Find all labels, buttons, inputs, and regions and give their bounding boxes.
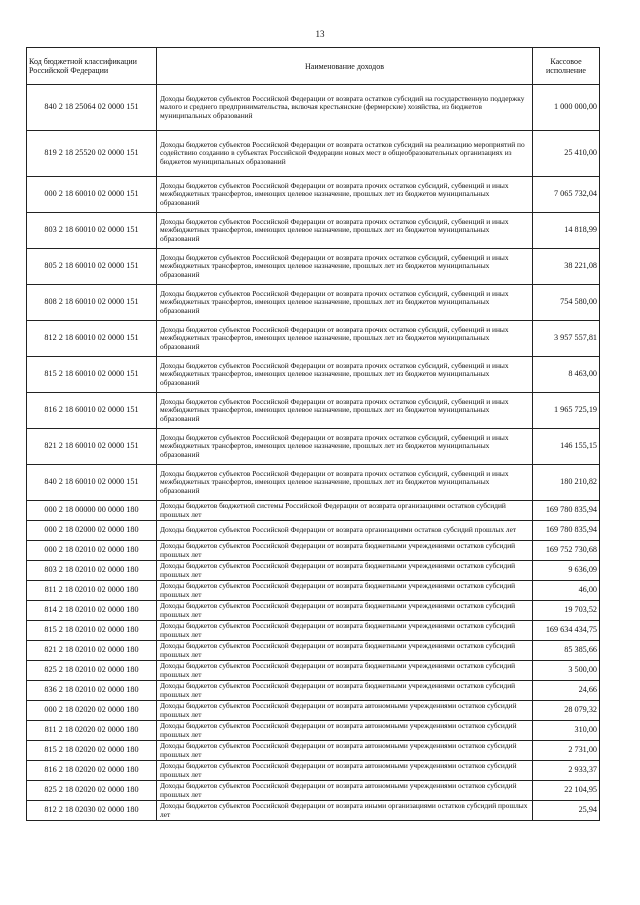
row-name: Доходы бюджетов субъектов Российской Федерации от возврата прочих остатков субсидий, субвенций и иных межбюджетных трансфертов, имеющих целевое назначение, прошлых лет из бюджетов муниципальных образований xyxy=(157,249,533,285)
row-code: 821 2 18 60010 02 0000 151 xyxy=(27,429,157,465)
row-code: 808 2 18 60010 02 0000 151 xyxy=(27,285,157,321)
row-name: Доходы бюджетов субъектов Российской Федерации от возврата автономными учреждениями остатков субсидий прошлых лет xyxy=(157,761,533,781)
row-amount: 146 155,15 xyxy=(533,429,600,465)
row-code: 816 2 18 02020 02 0000 180 xyxy=(27,761,157,781)
row-code: 000 2 18 02000 02 0000 180 xyxy=(27,521,157,541)
row-name: Доходы бюджетов субъектов Российской Федерации от возврата остатков субсидий на реализацию мероприятий по содействию созданию в субъектах Российской Федерации новых мест в общеобразовательных организациях из бюджетов муниципальных образований xyxy=(157,131,533,177)
row-code: 812 2 18 60010 02 0000 151 xyxy=(27,321,157,357)
row-name: Доходы бюджетов субъектов Российской Федерации от возврата бюджетными учреждениями остатков субсидий прошлых лет xyxy=(157,581,533,601)
row-code: 825 2 18 02010 02 0000 180 xyxy=(27,661,157,681)
row-code: 000 2 18 02020 02 0000 180 xyxy=(27,701,157,721)
page-number: 13 xyxy=(315,29,325,39)
table-row xyxy=(27,357,600,393)
row-name: Доходы бюджетов субъектов Российской Федерации от возврата прочих остатков субсидий, субвенций и иных межбюджетных трансфертов, имеющих целевое назначение, прошлых лет из бюджетов муниципальных образований xyxy=(157,177,533,213)
row-name: Доходы бюджетов субъектов Российской Федерации от возврата прочих остатков субсидий, субвенций и иных межбюджетных трансфертов, имеющих целевое назначение, прошлых лет из бюджетов муниципальных образований xyxy=(157,357,533,393)
table-row xyxy=(27,621,600,641)
row-amount: 3 500,00 xyxy=(533,661,600,681)
row-code: 805 2 18 60010 02 0000 151 xyxy=(27,249,157,285)
row-name: Доходы бюджетов субъектов Российской Федерации от возврата прочих остатков субсидий, субвенций и иных межбюджетных трансфертов, имеющих целевое назначение, прошлых лет из бюджетов муниципальных образований xyxy=(157,465,533,501)
table-row xyxy=(27,85,600,131)
table-row xyxy=(27,721,600,741)
table-row xyxy=(27,761,600,781)
table-row xyxy=(27,601,600,621)
row-amount: 46,00 xyxy=(533,581,600,601)
row-amount: 28 079,32 xyxy=(533,701,600,721)
row-code: 812 2 18 02030 02 0000 180 xyxy=(27,801,157,821)
row-name: Доходы бюджетов субъектов Российской Федерации от возврата прочих остатков субсидий, субвенций и иных межбюджетных трансфертов, имеющих целевое назначение, прошлых лет из бюджетов муниципальных образований xyxy=(157,285,533,321)
row-name: Доходы бюджетов субъектов Российской Федерации от возврата бюджетными учреждениями остатков субсидий прошлых лет xyxy=(157,681,533,701)
row-code: 803 2 18 60010 02 0000 151 xyxy=(27,213,157,249)
table-row xyxy=(27,249,600,285)
row-amount: 2 933,37 xyxy=(533,761,600,781)
row-code: 815 2 18 60010 02 0000 151 xyxy=(27,357,157,393)
row-code: 815 2 18 02010 02 0000 180 xyxy=(27,621,157,641)
row-name: Доходы бюджетов субъектов Российской Федерации от возврата автономными учреждениями остатков субсидий прошлых лет xyxy=(157,721,533,741)
row-amount: 169 752 730,68 xyxy=(533,541,600,561)
table-row xyxy=(27,561,600,581)
row-name: Доходы бюджетов субъектов Российской Федерации от возврата автономными учреждениями остатков субсидий прошлых лет xyxy=(157,781,533,801)
row-amount: 24,66 xyxy=(533,681,600,701)
row-amount: 3 957 557,81 xyxy=(533,321,600,357)
table-header-row xyxy=(27,48,600,85)
row-code: 000 2 18 00000 00 0000 180 xyxy=(27,501,157,521)
row-amount: 180 210,82 xyxy=(533,465,600,501)
table-row xyxy=(27,681,600,701)
row-code: 840 2 18 25064 02 0000 151 xyxy=(27,85,157,131)
row-name: Доходы бюджетов субъектов Российской Федерации от возврата бюджетными учреждениями остатков субсидий прошлых лет xyxy=(157,561,533,581)
row-amount: 8 463,00 xyxy=(533,357,600,393)
row-code: 815 2 18 02020 02 0000 180 xyxy=(27,741,157,761)
row-name: Доходы бюджетов субъектов Российской Федерации от возврата бюджетными учреждениями остатков субсидий прошлых лет xyxy=(157,621,533,641)
row-amount: 9 636,09 xyxy=(533,561,600,581)
row-name: Доходы бюджетов субъектов Российской Федерации от возврата бюджетными учреждениями остатков субсидий прошлых лет xyxy=(157,541,533,561)
revenue-table xyxy=(26,47,600,821)
row-name: Доходы бюджетов субъектов Российской Федерации от возврата остатков субсидий на государственную поддержку малого и среднего предпринимательства, включая крестьянские (фермерские) хозяйства, из бюджетов муниципальных образований xyxy=(157,85,533,131)
table-row xyxy=(27,285,600,321)
table-row xyxy=(27,501,600,521)
table-row xyxy=(27,541,600,561)
row-name: Доходы бюджетов субъектов Российской Федерации от возврата автономными учреждениями остатков субсидий прошлых лет xyxy=(157,741,533,761)
header-code: Код бюджетной классификации Российской Федерации xyxy=(27,48,157,85)
table-row xyxy=(27,581,600,601)
row-code: 811 2 18 02010 02 0000 180 xyxy=(27,581,157,601)
row-amount: 310,00 xyxy=(533,721,600,741)
header-name: Наименование доходов xyxy=(157,48,533,85)
row-name: Доходы бюджетов субъектов Российской Федерации от возврата автономными учреждениями остатков субсидий прошлых лет xyxy=(157,701,533,721)
table-row xyxy=(27,213,600,249)
row-amount: 38 221,08 xyxy=(533,249,600,285)
header-amount: Кассовое исполнение xyxy=(533,48,600,85)
row-amount: 1 965 725,19 xyxy=(533,393,600,429)
row-name: Доходы бюджетов субъектов Российской Федерации от возврата бюджетными учреждениями остатков субсидий прошлых лет xyxy=(157,601,533,621)
row-name: Доходы бюджетов субъектов Российской Федерации от возврата бюджетными учреждениями остатков субсидий прошлых лет xyxy=(157,641,533,661)
row-code: 814 2 18 02010 02 0000 180 xyxy=(27,601,157,621)
row-code: 819 2 18 25520 02 0000 151 xyxy=(27,131,157,177)
row-amount: 2 731,00 xyxy=(533,741,600,761)
row-code: 000 2 18 02010 02 0000 180 xyxy=(27,541,157,561)
table-row xyxy=(27,661,600,681)
row-code: 840 2 18 60010 02 0000 151 xyxy=(27,465,157,501)
table-row xyxy=(27,177,600,213)
row-name: Доходы бюджетов субъектов Российской Федерации от возврата иными организациями остатков субсидий прошлых лет xyxy=(157,801,533,821)
row-amount: 754 580,00 xyxy=(533,285,600,321)
table-row xyxy=(27,465,600,501)
row-name: Доходы бюджетов субъектов Российской Федерации от возврата прочих остатков субсидий, субвенций и иных межбюджетных трансфертов, имеющих целевое назначение, прошлых лет из бюджетов муниципальных образований xyxy=(157,429,533,465)
row-code: 821 2 18 02010 02 0000 180 xyxy=(27,641,157,661)
row-name: Доходы бюджетов субъектов Российской Федерации от возврата прочих остатков субсидий, субвенций и иных межбюджетных трансфертов, имеющих целевое назначение, прошлых лет из бюджетов муниципальных образований xyxy=(157,393,533,429)
row-name: Доходы бюджетов субъектов Российской Федерации от возврата прочих остатков субсидий, субвенций и иных межбюджетных трансфертов, имеющих целевое назначение, прошлых лет из бюджетов муниципальных образований xyxy=(157,321,533,357)
table-row xyxy=(27,521,600,541)
row-name: Доходы бюджетов субъектов Российской Федерации от возврата бюджетными учреждениями остатков субсидий прошлых лет xyxy=(157,661,533,681)
row-code: 000 2 18 60010 02 0000 151 xyxy=(27,177,157,213)
row-amount: 85 385,66 xyxy=(533,641,600,661)
table-row xyxy=(27,781,600,801)
table-row xyxy=(27,429,600,465)
table-row xyxy=(27,641,600,661)
row-name: Доходы бюджетов субъектов Российской Федерации от возврата организациями остатков субсидий прошлых лет xyxy=(157,521,533,541)
row-amount: 22 104,95 xyxy=(533,781,600,801)
row-amount: 14 818,99 xyxy=(533,213,600,249)
table-row xyxy=(27,801,600,821)
row-name: Доходы бюджетов бюджетной системы Российской Федерации от возврата организациями остатков субсидий прошлых лет xyxy=(157,501,533,521)
row-amount: 169 780 835,94 xyxy=(533,521,600,541)
table-row xyxy=(27,131,600,177)
table-row xyxy=(27,393,600,429)
row-code: 816 2 18 60010 02 0000 151 xyxy=(27,393,157,429)
row-amount: 1 000 000,00 xyxy=(533,85,600,131)
table-row xyxy=(27,701,600,721)
row-amount: 169 634 434,75 xyxy=(533,621,600,641)
row-amount: 25,94 xyxy=(533,801,600,821)
row-name: Доходы бюджетов субъектов Российской Федерации от возврата прочих остатков субсидий, субвенций и иных межбюджетных трансфертов, имеющих целевое назначение, прошлых лет из бюджетов муниципальных образований xyxy=(157,213,533,249)
row-amount: 169 780 835,94 xyxy=(533,501,600,521)
table-row xyxy=(27,741,600,761)
row-amount: 7 065 732,04 xyxy=(533,177,600,213)
row-code: 825 2 18 02020 02 0000 180 xyxy=(27,781,157,801)
row-amount: 25 410,00 xyxy=(533,131,600,177)
row-code: 803 2 18 02010 02 0000 180 xyxy=(27,561,157,581)
row-code: 811 2 18 02020 02 0000 180 xyxy=(27,721,157,741)
row-amount: 19 703,52 xyxy=(533,601,600,621)
table-row xyxy=(27,321,600,357)
row-code: 836 2 18 02010 02 0000 180 xyxy=(27,681,157,701)
